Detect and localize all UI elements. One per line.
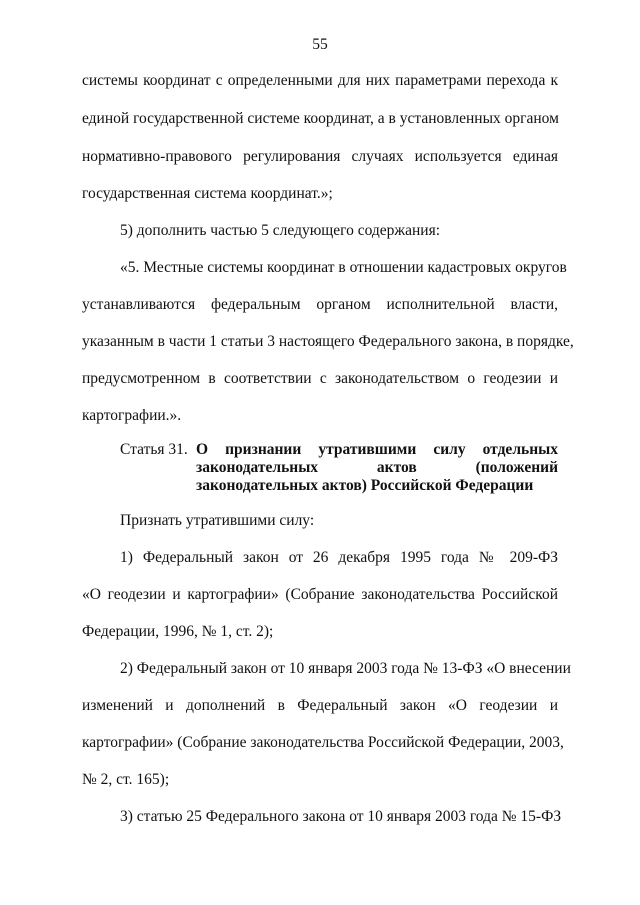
text-line: «5. Местные системы координат в отношении кадастровых округов — [120, 259, 567, 276]
article-title-line: законодательных актов (положений — [196, 459, 558, 476]
text-line: Федерации, 1996, № 1, ст. 2); — [82, 623, 274, 640]
text-line: № 2, ст. 165); — [82, 771, 170, 788]
text-line: «О геодезии и картографии» (Собрание законодательства Российской — [82, 586, 558, 603]
text-line: изменений и дополнений в Федеральный закон «О геодезии и — [82, 697, 558, 714]
article-title-line: законодательных актов) Российской Федерации — [196, 477, 534, 494]
text-line: картографии.». — [82, 407, 182, 424]
text-line: картографии» (Собрание законодательства Российской Федерации, 2003, — [82, 734, 564, 751]
article-label: Статья 31. — [120, 441, 188, 458]
text-line: 1) Федеральный закон от 26 декабря 1995 года № 209-ФЗ — [120, 549, 558, 566]
text-line: устанавливаются федеральным органом исполнительной власти, — [82, 296, 558, 313]
text-line: единой государственной системе координат, а в установленных органом — [82, 110, 559, 127]
text-line: государственная система координат.»; — [82, 185, 333, 202]
page-number: 55 — [312, 36, 328, 53]
article-title-line: О признании утратившими силу отдельных — [196, 441, 558, 458]
text-line: 5) дополнить частью 5 следующего содержания: — [120, 222, 441, 239]
text-line: Признать утратившими силу: — [120, 512, 315, 529]
text-line: 3) статью 25 Федерального закона от 10 января 2003 года № 15-ФЗ — [120, 808, 562, 825]
text-line: нормативно-правового регулирования случаях используется единая — [82, 148, 558, 165]
text-line: указанным в части 1 статьи 3 настоящего Федерального закона, в порядке, — [82, 333, 574, 350]
text-line: 2) Федеральный закон от 10 января 2003 года № 13-ФЗ «О внесении — [120, 660, 571, 677]
text-line: предусмотренном в соответствии с законодательством о геодезии и — [82, 370, 558, 387]
text-line: системы координат с определенными для них параметрами перехода к — [82, 72, 558, 89]
